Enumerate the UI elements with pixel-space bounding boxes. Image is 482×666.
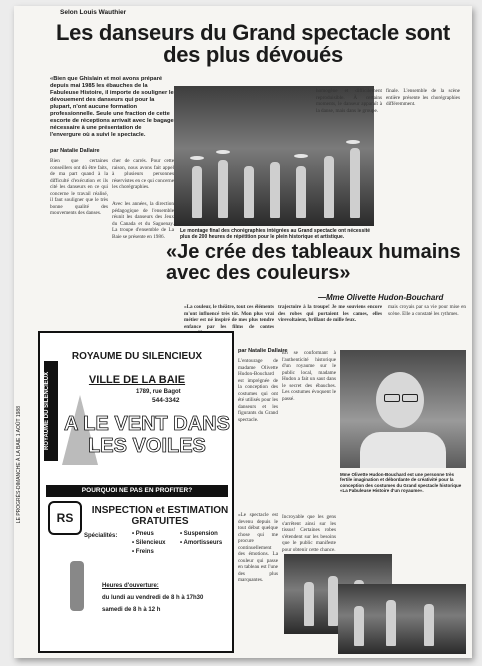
byline-1: par Natalie Dallaire xyxy=(50,148,100,154)
photo-caption: Le montage final des chorégraphies intégrées au Grand spectacle ont nécessité plus de 200 heures de répétition pour le plein historique et artistique. xyxy=(180,228,371,240)
group-photo-2 xyxy=(338,584,466,654)
article-column-7: «Le spectacle est devenu depuis le tout début quelque chose qui me procure continuellement des émotions. La couleur qui passe en tableau est l'une des plus marquantes. xyxy=(238,512,278,583)
article-column-1: Bien que certaines conseillers ont dû être faits, de ma part quand à la difficulté d'exécution et ils cité les danseurs en ce qui concerne le travail réalisé, il faut souligner que le très bonne qualité des mouvements des danses. xyxy=(50,158,108,216)
ad-specialites-label: Spécialités: xyxy=(84,533,118,539)
kicker: Selon Louis Wauthier xyxy=(60,9,127,16)
ad-specialite-4: • Suspension xyxy=(180,531,218,537)
ad-inspection: INSPECTION et ESTIMATION GRATUITES xyxy=(91,505,229,527)
article-column-4: L'entourage de madame Olivette Hudon-Bouchard est imprégnée de la conception des costumes qui ont été utilisés pour les danseurs et les figurants du Grand spectacle. xyxy=(238,358,278,423)
ad-specialite-2: • Silencieux xyxy=(132,540,166,546)
article-column-5: En se conformant à l'authenticité historique d'un royaume sur le public local, madame Hudon a fait un saut dans le secret des ébauches. Les costumes évoquent le passé. xyxy=(282,350,336,402)
right-column-1: homogène et difficilement reproduisible. À certains moments, le danseur apparaît à la danse, mais dans le groupe. xyxy=(316,88,382,114)
ad-hours: du lundi au vendredi de 8 h à 17h30 xyxy=(102,595,204,601)
newspaper-page xyxy=(14,6,472,658)
ad-hours-label: Heures d'ouverture: xyxy=(102,583,159,589)
ad-banner-left: ROYAUME DU SILENCIEUX xyxy=(44,361,58,461)
ad-pourquoi-banner: POURQUOI NE PAS EN PROFITER? xyxy=(46,485,228,497)
ad-address: 1789, rue Bagot xyxy=(136,389,181,395)
ad-phone: 544-3342 xyxy=(152,397,180,404)
article-column-6: Incroyable que les gens s'arrêtent ainsi sur les tissus! Certaines robes s'étendent sur les besoins que le public manifeste pour obtenir cette chance. xyxy=(282,514,336,553)
muffler-advertisement xyxy=(38,331,234,653)
quote-intro-3: mais croyais par sa vie pour mise en scène. Elle a constaté les rythmes. xyxy=(388,304,466,317)
ad-slogan: A LE VENT DANS LES VOILES xyxy=(64,413,230,457)
mechanic-illustration xyxy=(70,561,84,611)
portrait-caption: Mme Olivette Hudon-Bouchard est une personne très fertile imagination et débordante de créativité pour la conception des costumes du Grand spectacle historique «La Fabuleuse Histoire d'un royaume». xyxy=(340,472,462,494)
ad-specialite-1: • Pneus xyxy=(132,531,154,537)
ad-specialite-5: • Amortisseurs xyxy=(180,540,223,546)
quote-attribution: —Mme Olivette Hudon-Bouchard xyxy=(318,293,444,302)
quote-intro-1: «La couleur, le théâtre, tout ces éléments m'ont influencé très tôt. Mon plus vrai métier est né inspiré de mes plus tendre enfance par les films de contes xyxy=(184,304,274,330)
ad-specialite-3: • Freins xyxy=(132,549,154,555)
ad-ville: VILLE DE LA BAIE xyxy=(88,374,186,386)
portrait-photo xyxy=(340,350,466,468)
article-column-2: cher de carrés. Pour cette raison, nous avons fait appel à plusieurs personnes réservistes en ce qui concerne les chorégraphies. xyxy=(112,158,174,190)
page-side-text: LE PROGRÈS-DIMANCHE À LA BAIE 1 AOÛT 1988 xyxy=(16,406,22,524)
quote-headline: «Je crée des tableaux humains avec des couleurs» xyxy=(166,241,461,284)
quote-intro-2: trajectoire à la troupe! Je me souviens encore des robes qui portaient les cames, elles virevoltaient, brillant de mille feux. xyxy=(278,304,382,323)
right-column-2: finale. L'ensemble de la scène entière présente les chorégraphies différemment. xyxy=(386,88,460,107)
byline-2: par Natalie Dallaire xyxy=(238,348,288,354)
article-column-3: Avec les années, la direction pédagogique de l'ensemble réunit les danseurs des Jeux du Canada et du Saguenay. La troupe d'ensemble de La Baie se présente en 1986. xyxy=(112,201,174,240)
article-deck: «Bien que Ghislain et moi avons préparé depuis mai 1985 les ébauches de la Fabuleuse Histoire, il importe de souligner le dévouement des danseurs qui pour la plupart, n'ont aucune formation professionnelle. Seule une fraction de cette escorte de réceptions arrivait avec le bagage nécessaire à une présentation de l'envergure où a suivi le spectacle. xyxy=(50,76,174,138)
ad-saturday: samedi de 8 h à 12 h xyxy=(102,607,161,613)
ad-logo: RS xyxy=(48,501,82,535)
headline: Les danseurs du Grand spectacle sont des plus dévoués xyxy=(56,20,450,67)
ad-title: ROYAUME DU SILENCIEUX xyxy=(71,351,203,362)
